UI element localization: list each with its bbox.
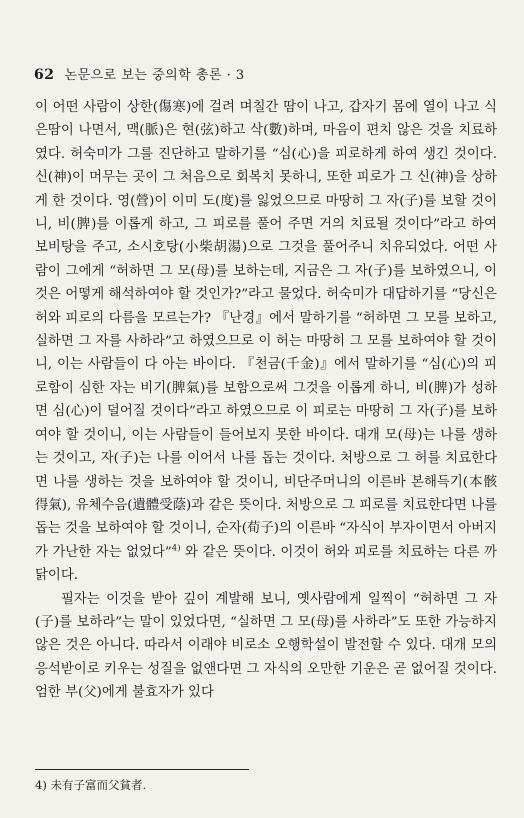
running-title: 논문으로 보는 중의학 총론 · 3 [64, 68, 245, 83]
footnote-reference: 4) [171, 543, 181, 554]
body-text [35, 96, 497, 705]
footnote: 4) 未有子富而父貧者. [35, 778, 147, 792]
paragraph-1-text-end: 와 같은 뜻이다. 이것이 허와 피로를 치료하는 다른 까닭이다. [35, 544, 497, 584]
footnote-divider [35, 769, 249, 770]
page-number: 62 [34, 67, 55, 83]
paragraph-1-text: 이 어떤 사람이 상한(傷寒)에 걸려 며칠간 땀이 나고, 갑자기 몸에 열이 나고 식은땀이 나면서, 맥(脈)은 현(弦)하고 삭(數)하며, 마음이 편치 않은 것을 치료하였다. 허숙미가 그를 진단하고 말하기를 “심(心)을 피로하게 하여 생긴 것이다. 신(神)이 머무는 곳이 그 처음으로 회복치 못하니, 또한 피로가 그 신(神)을 상하게 한 것이다. 영(營)이 이미 도(度)를 잃었으므로 마땅히 그 자(子)를 보할 것이니, 비(脾)를 이롭게 하고, 그 피로를 풀어 주면 거의 치료될 것이다”라고 하여 보비탕을 주고, 소시호탕(小柴胡湯)으로 그것을 풀어주니 치유되었다. 어떤 사람이 그에게 “허하면 그 모(母)를 보하는데, 지금은 그 자(子)를 보하였으니, 이것은 어떻게 해석하여야 할 것인가?”라고 물었다. 허숙미가 대답하기를 “당신은 허와 피로의 다름을 모르는가? 『난경』에서 말하기를 “허하면 그 모를 보하고, 실하면 그 자를 사하라”고 하였으므로 이 허는 마땅히 그 모를 보하여야 할 것이니, 이는 사람들이 다 아는 바이다. 『천금(千金)』에서 말하기를 “심(心)의 피로함이 심한 자는 비기(脾氣)를 보함으로써 그것을 이롭게 하니, 비(脾)가 성하면 심(心)이 덜어질 것이다”라고 하였으므로 이 피로는 마땅히 그 자(子)를 보하여야 할 것이니, 이는 사람들이 들어보지 못한 바이다. 대개 모(母)는 나를 생하는 것이고, 자(子)는 나를 이어서 나를 돕는 것이다. 처방으로 그 허를 치료한다면 나를 생하는 것을 보하여야 할 것이니, 비단주머니의 이른바 본해득기(本骸得氣), 유체수음(遺體受蔭)과 같은 뜻이다. 처방으로 그 피로를 치료한다면 나를 돕는 것을 보하여야 할 것이니, 순자(荀子)의 이른바 “자식이 부자이면서 아버지가 가난한 자는 없었다” [35, 100, 497, 560]
paragraph-1 [35, 96, 497, 588]
paragraph-2: 필자는 이것을 받아 깊이 계발해 보니, 옛사람에게 일찍이 “허하면 그 자(子)를 보하라”는 말이 있었다면, “실하면 그 모(母)를 사하라”도 또한 가능하지 않은 것은 아니다. 따라서 이래야 비로소 오행학설이 발전할 수 있다. 대개 모의 응석받이로 키우는 성질을 없앤다면 그 자식의 오만한 기운은 곧 없어질 것이다. 엄한 부(父)에게 불효자가 있다 [35, 591, 497, 701]
running-header [34, 64, 245, 83]
